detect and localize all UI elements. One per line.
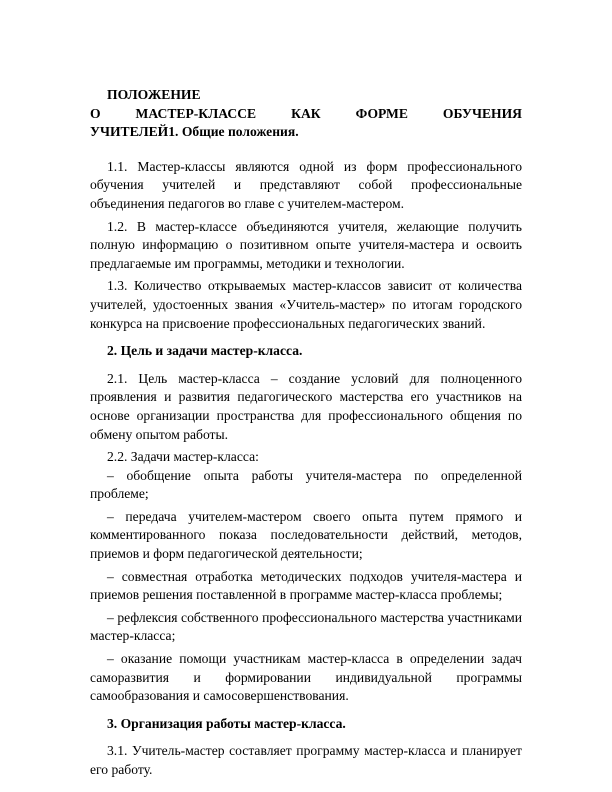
task-item: – рефлексия собственного профессионального мастерства участниками мастер-класса;	[90, 609, 522, 644]
paragraph-2-1: 2.1. Цель мастер-класса – создание условий для полноценного проявления и развития педагогического мастерства его участников на основе организации пространства для профессионального общения по обмену опытом работы.	[90, 370, 522, 442]
task-item: – передача учителем-мастером своего опыта путем прямого и комментированного показа последовательности действий, методов, приемов и форм педагогической деятельности;	[90, 508, 522, 562]
task-item: – оказание помощи участникам мастер-класса в определении задач саморазвития и формировании индивидуальной программы самообразования и самосовершенствования.	[90, 651, 522, 704]
document-subtitle: О МАСТЕР-КЛАССЕ КАК ФОРМЕ ОБУЧЕНИЯ	[90, 105, 522, 121]
paragraph-2-2: 2.2. Задачи мастер-класса:	[107, 449, 259, 465]
paragraph-1-3: 1.3. Количество открываемых мастер-классов зависит от количества учителей, удостоенных звания «Учитель-мастер» по итогам городского конкурса на присвоение профессиональных педагогических званий.	[90, 278, 522, 331]
paragraph-3-1: 3.1. Учитель-мастер составляет программу мастер-класса и планирует его работу.	[90, 743, 522, 777]
section-2-heading: 2. Цель и задачи мастер-класса.	[107, 343, 303, 359]
document-page	[90, 86, 522, 780]
document-title: ПОЛОЖЕНИЕ	[107, 87, 201, 102]
task-item: – обобщение опыта работы учителя-мастера по определенной проблеме;	[90, 467, 522, 502]
paragraph-1-2: 1.2. В мастер-классе объединяются учителя, желающие получить полную информацию о позитивном опыте учителя-мастера и освоить предлагаемые им программы, методики и технологии.	[90, 218, 522, 271]
section-1-heading: УЧИТЕЛЕЙ1. Общие положения.	[90, 124, 299, 140]
section-3-heading: 3. Организация работы мастер-класса.	[107, 715, 346, 731]
paragraph-1-1: 1.1. Мастер-классы являются одной из форм профессионального обучения учителей и представляют собой профессиональные объединения педагогов во главе с учителем-мастером.	[90, 158, 522, 211]
task-item: – совместная отработка методических подходов учителя-мастера и приемов решения поставленной в программе мастер-класса проблемы;	[90, 568, 522, 603]
